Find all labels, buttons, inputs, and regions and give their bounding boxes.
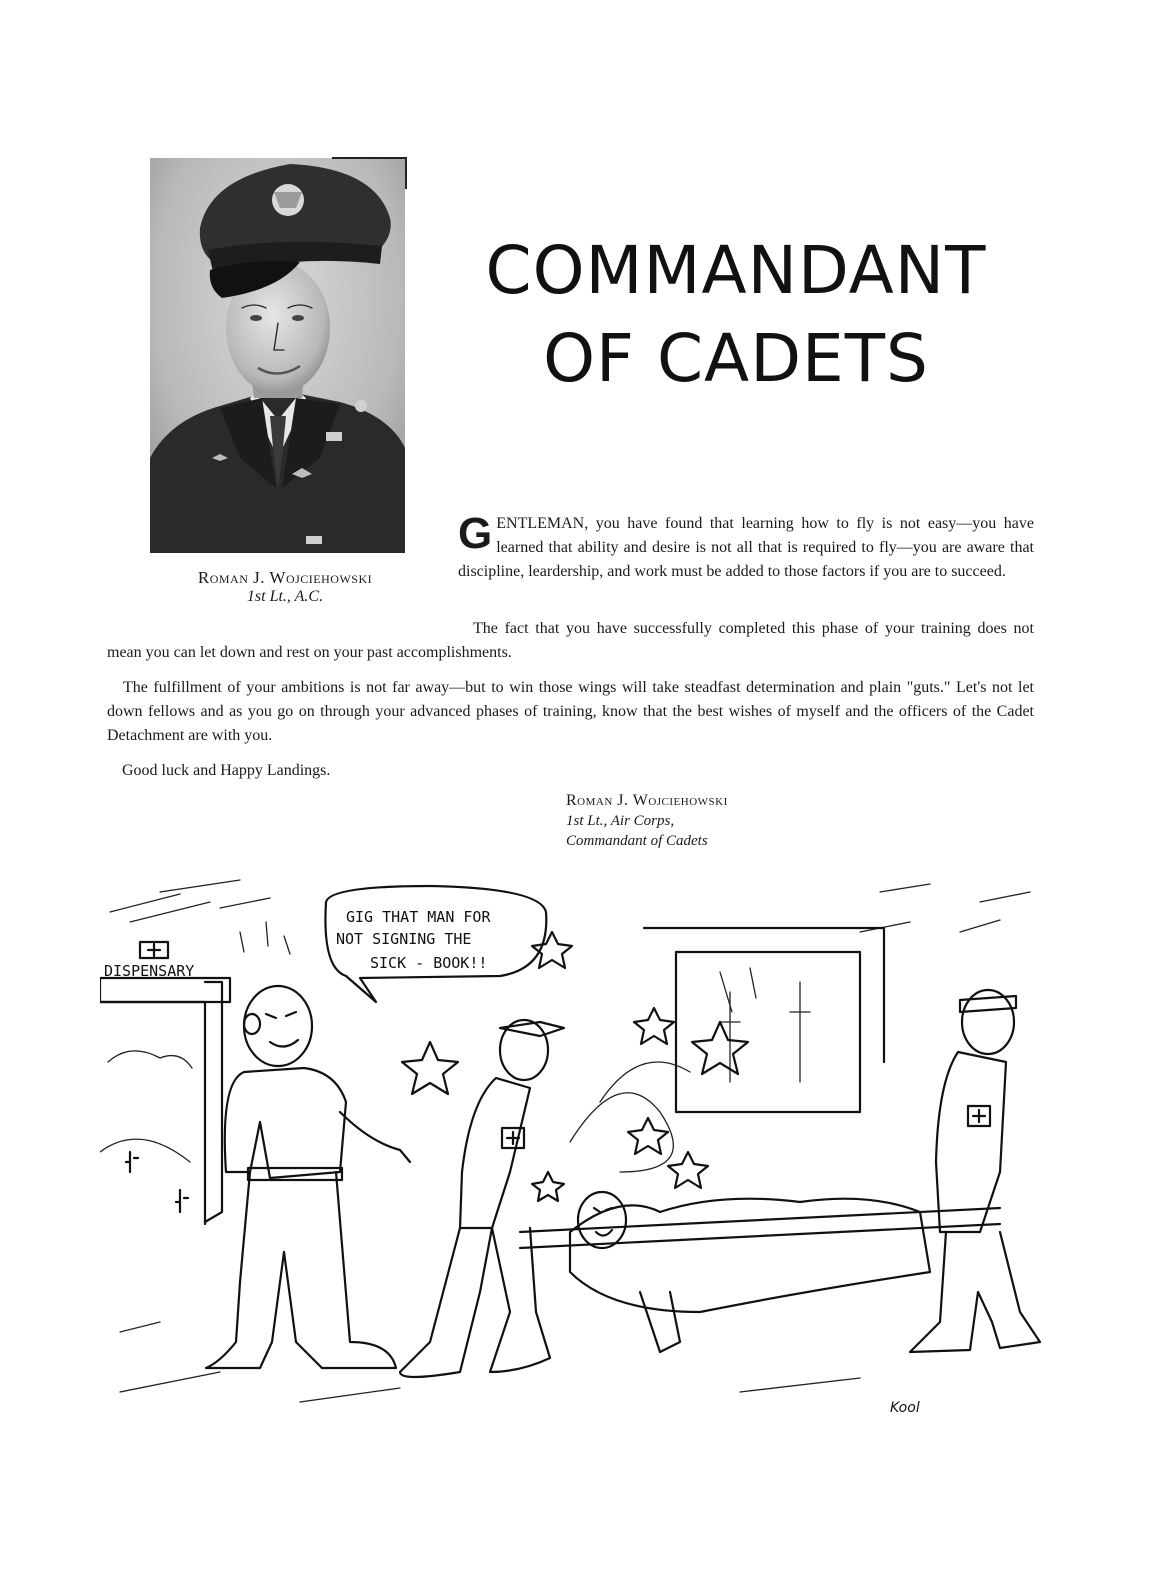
medic-rear-figure	[910, 990, 1040, 1352]
back-wall-window	[644, 928, 884, 1112]
page-title-line-2: OF CADETS	[543, 320, 929, 397]
commandant-portrait-photo	[150, 158, 405, 553]
sky-scratches	[110, 880, 1030, 932]
signature-rank: 1st Lt., Air Corps,	[566, 813, 675, 829]
cartoon-illustration	[100, 872, 1050, 1432]
speech-line-2: NOT SIGNING THE	[336, 930, 472, 948]
letter-paragraph-2: The fact that you have successfully completed this phase of your training does not mean you can let down and rest on your past accomplishments.	[107, 620, 1034, 661]
letter-paragraph-1-text: ENTLEMAN, you have found that learning how to fly is not easy—you have learned that ability and desire is not all that is required to fly—you are aware that discipline, leardership, and work must be added to those factors if you are to succeed.	[458, 515, 1034, 580]
artist-signature: Kool	[890, 1400, 920, 1416]
page-title-line-1: COMMANDANT	[485, 232, 987, 309]
speech-line-1: GIG THAT MAN FOR	[346, 908, 491, 926]
dispensary-sign: DISPENSARY	[104, 962, 195, 980]
dispensary-door	[100, 942, 230, 1224]
photo-caption-name: Roman J. Wojciehowski	[197, 568, 373, 587]
signature-title: Commandant of Cadets	[566, 833, 708, 849]
speech-line-3: SICK - BOOK!!	[370, 954, 488, 972]
drop-cap: G	[458, 509, 493, 558]
stretcher	[520, 1199, 1000, 1312]
letter-paragraph-1	[458, 509, 1034, 584]
officer-figure	[206, 986, 410, 1368]
letter-signature	[566, 791, 866, 851]
letter-paragraph-4: Good luck and Happy Landings.	[122, 762, 331, 779]
stars	[402, 932, 748, 1201]
photo-corner-mark	[332, 157, 407, 189]
motion-lines	[240, 922, 756, 1172]
photo-caption	[140, 568, 430, 606]
signature-name: Roman J. Wojciehowski	[566, 792, 728, 809]
letter-paragraph-3: The fulfillment of your ambitions is not far away—but to win those wings will take steadfast determination and plain "guts." Let's not let down fellows and as you go on through your advanced phases of training, know that the best wishes of myself and the officers of the Cadet Detachment are with you.	[107, 679, 1034, 744]
floor-lines	[120, 1322, 860, 1402]
photo-caption-rank: 1st Lt., A.C.	[246, 588, 324, 605]
speech-bubble	[325, 886, 546, 1002]
